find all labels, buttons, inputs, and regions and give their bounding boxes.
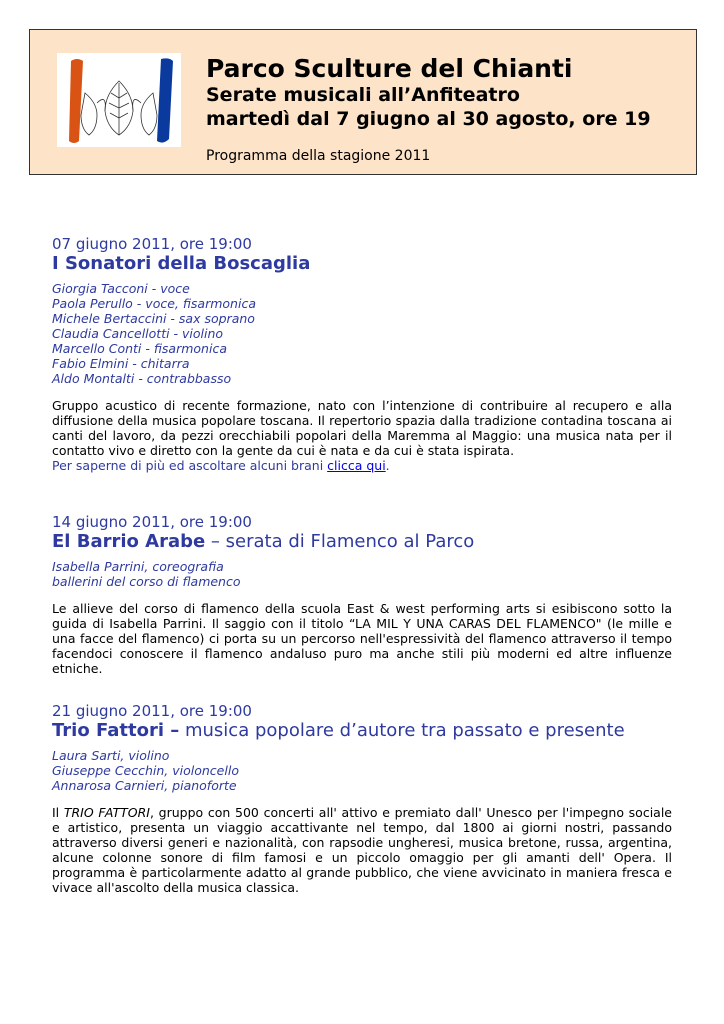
event-1 [52, 235, 672, 473]
performer: Giuseppe Cecchin, violoncello [52, 763, 239, 778]
event-description [52, 805, 672, 895]
event-title-rest: – serata di Flamenco al Parco [205, 531, 475, 552]
performer: Claudia Cancellotti - violino [52, 326, 224, 341]
desc-pre: Il [52, 805, 64, 820]
event-date: 07 giugno 2011, ore 19:00 [52, 235, 252, 253]
event-description: Le allieve del corso di flamenco della scuola East & west performing arts si esibiscono sotto la guida di Isabella Parrini. Il saggio con il titolo “LA MIL Y UNA CARAS DEL FLAMENCO" (le mille e una facce del flamenco) ci porta su un percorso nell'espressività del flamenco attraverso il tempo facendoci conoscere il flamenco andaluso puro ma anche stili più moderni ed altre influenze etniche. [52, 601, 672, 676]
event-title [52, 531, 672, 553]
series-subtitle: Serate musicali all’Anfiteatro [206, 84, 520, 106]
event-date: 21 giugno 2011, ore 19:00 [52, 702, 252, 720]
event-3 [52, 702, 672, 895]
clicca-qui-link[interactable]: clicca qui [327, 458, 386, 473]
header-banner [29, 29, 697, 175]
more-info-text: Per saperne di più ed ascoltare alcuni brani [52, 458, 328, 473]
performer-list [52, 281, 672, 386]
event-title [52, 720, 672, 742]
performer: Annarosa Carnieri, pianoforte [52, 778, 237, 793]
desc-text: , gruppo con 500 concerti all' attivo e premiato dall' Unesco per l'impegno sociale e artistico, presenta un viaggio accattivante nel tempo, dal 1800 ai giorni nostri, passando attraverso diversi generi e nazionalità, con rapsodie ungheresi, musica bretone, russa, argentina, alcune colonne sonore di film famosi e un piccolo omaggio per gli amanti dell' Opera. Il programma è particolarmente adatto al grande pubblico, che viene avvicinato in maniera fresca e vivace all'ascolto della musica classica. [52, 805, 672, 895]
series-dates: martedì dal 7 giugno al 30 agosto, ore 19 [206, 108, 651, 130]
event-title-main: Trio Fattori – [52, 720, 180, 741]
site-title: Parco Sculture del Chianti [206, 54, 573, 83]
event-date: 14 giugno 2011, ore 19:00 [52, 513, 252, 531]
more-info-end: . [385, 458, 390, 473]
performer: Laura Sarti, violino [52, 748, 170, 763]
event-title-rest: musica popolare d’autore tra passato e presente [179, 720, 625, 741]
performer: Isabella Parrini, coreografia [52, 559, 224, 574]
desc-emphasis: TRIO FATTORI [63, 805, 150, 820]
more-info [52, 458, 672, 473]
performer-list [52, 748, 672, 793]
performer: ballerini del corso di flamenco [52, 574, 241, 589]
performer: Aldo Montalti - contrabbasso [52, 371, 232, 386]
event-title-main: I Sonatori della Boscaglia [52, 253, 311, 274]
event-title [52, 253, 672, 275]
performer: Fabio Elmini - chitarra [52, 356, 190, 371]
performer: Paola Perullo - voce, fisarmonica [52, 296, 256, 311]
performer: Marcello Conti - fisarmonica [52, 341, 227, 356]
event-2 [52, 513, 672, 676]
park-logo [57, 53, 181, 147]
performer: Giorgia Tacconi - voce [52, 281, 190, 296]
performer-list [52, 559, 672, 589]
event-title-main: El Barrio Arabe [52, 531, 206, 552]
performer: Michele Bertaccini - sax soprano [52, 311, 255, 326]
event-description: Gruppo acustico di recente formazione, nato con l’intenzione di contribuire al recupero e alla diffusione della musica popolare toscana. Il repertorio spazia dalla tradizione contadina toscana ai canti del lavoro, da pezzi orecchiabili popolari della Maremma al Maggio: una musica nata per il contatto vivo e diretto con la gente da cui è nata e da cui è stata ispirata. [52, 398, 672, 458]
program-label: Programma della stagione 2011 [206, 148, 431, 164]
